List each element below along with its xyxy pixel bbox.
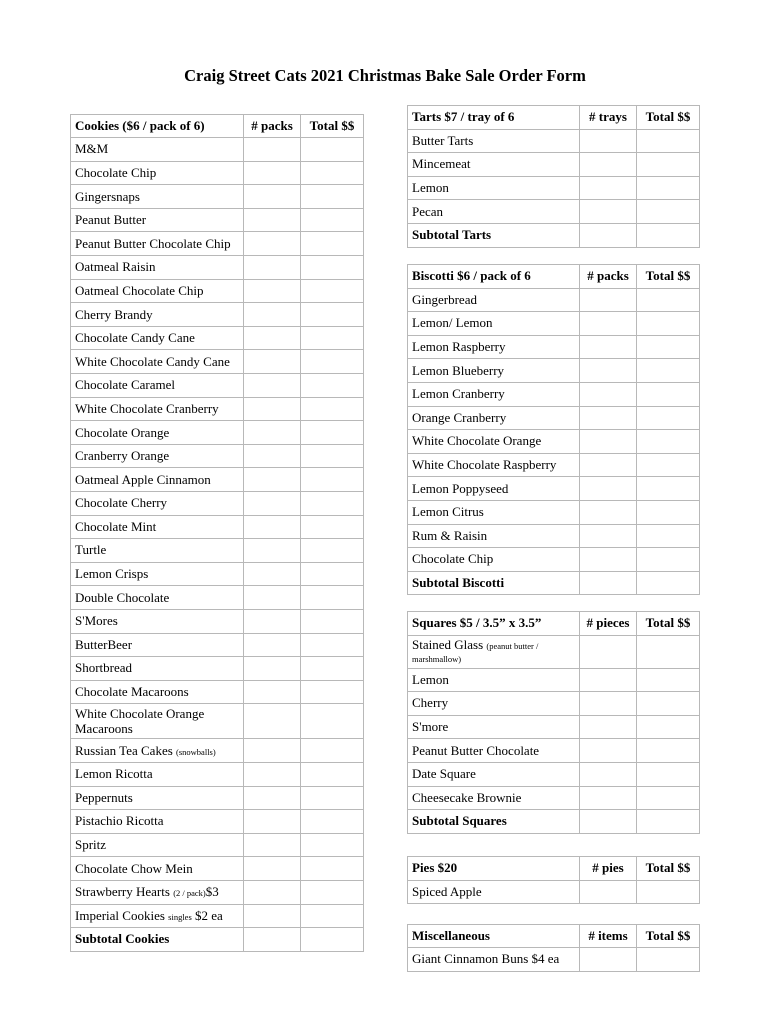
biscotti-item: Rum & Raisin <box>408 524 580 548</box>
total-cell[interactable] <box>637 288 700 312</box>
total-cell[interactable] <box>637 223 700 247</box>
biscotti-item: Chocolate Chip <box>408 548 580 572</box>
total-cell[interactable] <box>637 880 700 904</box>
table-row <box>71 539 364 563</box>
pies-total-header: Total $$ <box>637 857 700 881</box>
russian-tea-label: Russian Tea Cakes <box>75 742 173 758</box>
biscotti-item: Lemon Cranberry <box>408 382 580 406</box>
cookies-qty-header: # packs <box>244 114 301 138</box>
table-row <box>71 704 364 739</box>
table-row <box>71 350 364 374</box>
qty-cell[interactable] <box>244 762 301 786</box>
total-cell[interactable] <box>637 715 700 739</box>
qty-cell[interactable] <box>580 335 637 359</box>
qty-cell[interactable] <box>244 562 301 586</box>
qty-cell[interactable] <box>244 704 301 739</box>
cookie-item: Oatmeal Apple Cinnamon <box>71 468 244 492</box>
qty-cell[interactable] <box>580 200 637 224</box>
table-row <box>71 421 364 445</box>
total-cell[interactable] <box>637 762 700 786</box>
table-row <box>71 880 364 904</box>
table-row <box>71 739 364 763</box>
qty-cell[interactable] <box>580 430 637 454</box>
cookies-subtotal-label: Subtotal Cookies <box>71 928 244 952</box>
table-row <box>408 406 700 430</box>
total-cell[interactable] <box>637 176 700 200</box>
cookie-item: Lemon Ricotta <box>71 762 244 786</box>
qty-cell[interactable] <box>244 492 301 516</box>
tarts-qty-header: # trays <box>580 106 637 130</box>
total-cell[interactable] <box>301 633 364 657</box>
imperial-note: singles <box>168 911 192 922</box>
russian-tea-note: (snowballs) <box>176 746 216 757</box>
cookie-item: Chocolate Candy Cane <box>71 326 244 350</box>
qty-cell[interactable] <box>580 762 637 786</box>
total-cell[interactable] <box>637 739 700 763</box>
total-cell[interactable] <box>301 350 364 374</box>
total-cell[interactable] <box>301 303 364 327</box>
qty-cell[interactable] <box>244 515 301 539</box>
squares-qty-header: # pieces <box>580 612 637 636</box>
strawberry-price: $3 <box>205 884 219 900</box>
cookie-item: Double Chocolate <box>71 586 244 610</box>
square-item: Lemon <box>408 668 580 692</box>
qty-cell[interactable] <box>244 303 301 327</box>
squares-header: Squares $5 / 3.5” x 3.5” <box>408 612 580 636</box>
table-row <box>71 374 364 398</box>
total-cell[interactable] <box>301 680 364 704</box>
qty-cell[interactable] <box>244 786 301 810</box>
subtotal-row <box>408 810 700 834</box>
qty-cell[interactable] <box>244 880 301 904</box>
biscotti-item: White Chocolate Raspberry <box>408 453 580 477</box>
biscotti-item: Gingerbread <box>408 288 580 312</box>
biscotti-table <box>407 264 700 595</box>
qty-cell[interactable] <box>580 786 637 810</box>
misc-header: Miscellaneous <box>408 924 580 948</box>
qty-cell[interactable] <box>580 810 637 834</box>
qty-cell[interactable] <box>244 350 301 374</box>
cookie-item: Chocolate Caramel <box>71 374 244 398</box>
squares-total-header: Total $$ <box>637 612 700 636</box>
table-row <box>71 303 364 327</box>
cookie-item: Chocolate Cherry <box>71 492 244 516</box>
total-cell[interactable] <box>637 548 700 572</box>
cookie-item: ButterBeer <box>71 633 244 657</box>
square-item: Cheesecake Brownie <box>408 786 580 810</box>
cookie-item: White Chocolate Cranberry <box>71 397 244 421</box>
table-row <box>408 477 700 501</box>
qty-cell[interactable] <box>580 406 637 430</box>
cookie-item-russian-tea <box>71 739 244 763</box>
biscotti-qty-header: # packs <box>580 265 637 289</box>
cookie-item: Gingersnaps <box>71 185 244 209</box>
biscotti-subtotal-label: Subtotal Biscotti <box>408 571 580 595</box>
qty-cell[interactable] <box>244 609 301 633</box>
qty-cell[interactable] <box>580 500 637 524</box>
cookie-item: Peanut Butter <box>71 208 244 232</box>
qty-cell[interactable] <box>244 680 301 704</box>
tarts-table <box>407 105 700 248</box>
table-row <box>71 185 364 209</box>
total-cell[interactable] <box>301 256 364 280</box>
qty-cell[interactable] <box>580 153 637 177</box>
tarts-subtotal-label: Subtotal Tarts <box>408 223 580 247</box>
qty-cell[interactable] <box>580 739 637 763</box>
qty-cell[interactable] <box>244 739 301 763</box>
tarts-header: Tarts $7 / tray of 6 <box>408 106 580 130</box>
table-row <box>71 680 364 704</box>
cookie-item: White Chocolate Orange Macaroons <box>71 704 244 739</box>
total-cell[interactable] <box>301 562 364 586</box>
cookie-item: Pistachio Ricotta <box>71 810 244 834</box>
total-cell[interactable] <box>637 129 700 153</box>
tarts-total-header: Total $$ <box>637 106 700 130</box>
qty-cell[interactable] <box>580 635 637 668</box>
table-row <box>408 948 700 972</box>
cookie-item: Lemon Crisps <box>71 562 244 586</box>
table-row <box>408 129 700 153</box>
pies-header: Pies $20 <box>408 857 580 881</box>
subtotal-row <box>408 571 700 595</box>
table-row <box>71 657 364 681</box>
table-row <box>408 153 700 177</box>
table-row <box>71 468 364 492</box>
cookie-item: Chocolate Chow Mein <box>71 857 244 881</box>
square-item: Cherry <box>408 692 580 716</box>
table-row <box>71 326 364 350</box>
biscotti-header-row <box>408 265 700 289</box>
total-cell[interactable] <box>637 200 700 224</box>
pie-item: Spiced Apple <box>408 880 580 904</box>
qty-cell[interactable] <box>244 586 301 610</box>
cookie-item: Cherry Brandy <box>71 303 244 327</box>
table-row <box>71 256 364 280</box>
qty-cell[interactable] <box>244 326 301 350</box>
pies-header-row <box>408 857 700 881</box>
cookie-item: Chocolate Macaroons <box>71 680 244 704</box>
qty-cell[interactable] <box>244 444 301 468</box>
cookie-item: Shortbread <box>71 657 244 681</box>
misc-total-header: Total $$ <box>637 924 700 948</box>
squares-table <box>407 611 700 834</box>
tart-item: Butter Tarts <box>408 129 580 153</box>
table-row <box>71 515 364 539</box>
table-row <box>408 739 700 763</box>
total-cell[interactable] <box>301 539 364 563</box>
qty-cell[interactable] <box>244 904 301 928</box>
qty-cell[interactable] <box>580 571 637 595</box>
total-cell[interactable] <box>637 153 700 177</box>
total-cell[interactable] <box>301 904 364 928</box>
biscotti-item: Lemon Raspberry <box>408 335 580 359</box>
cookie-item: Cranberry Orange <box>71 444 244 468</box>
qty-cell[interactable] <box>580 453 637 477</box>
table-row <box>71 904 364 928</box>
total-cell[interactable] <box>637 312 700 336</box>
total-cell[interactable] <box>301 739 364 763</box>
qty-cell[interactable] <box>580 312 637 336</box>
qty-cell[interactable] <box>580 382 637 406</box>
qty-cell[interactable] <box>244 256 301 280</box>
total-cell[interactable] <box>301 185 364 209</box>
total-cell[interactable] <box>301 161 364 185</box>
misc-table <box>407 924 700 972</box>
cookie-item: Spritz <box>71 833 244 857</box>
table-row <box>71 562 364 586</box>
table-row <box>408 668 700 692</box>
total-cell[interactable] <box>301 762 364 786</box>
qty-cell[interactable] <box>580 129 637 153</box>
biscotti-item: Lemon Citrus <box>408 500 580 524</box>
square-item: S'more <box>408 715 580 739</box>
total-cell[interactable] <box>637 430 700 454</box>
cookie-item: Oatmeal Chocolate Chip <box>71 279 244 303</box>
total-cell[interactable] <box>637 453 700 477</box>
total-cell[interactable] <box>637 500 700 524</box>
table-row <box>408 430 700 454</box>
total-cell[interactable] <box>637 359 700 383</box>
total-cell[interactable] <box>301 208 364 232</box>
stained-glass-label: Stained Glass <box>412 636 484 652</box>
qty-cell[interactable] <box>244 857 301 881</box>
table-row <box>71 810 364 834</box>
qty-cell[interactable] <box>580 359 637 383</box>
qty-cell[interactable] <box>244 539 301 563</box>
qty-cell[interactable] <box>580 524 637 548</box>
table-row <box>71 586 364 610</box>
table-row <box>408 200 700 224</box>
qty-cell[interactable] <box>244 161 301 185</box>
total-cell[interactable] <box>301 468 364 492</box>
misc-qty-header: # items <box>580 924 637 948</box>
cookies-header-row <box>71 114 364 138</box>
imperial-price: $2 ea <box>195 907 223 923</box>
total-cell[interactable] <box>301 704 364 739</box>
pies-table <box>407 856 700 904</box>
cookie-item: Peanut Butter Chocolate Chip <box>71 232 244 256</box>
total-cell[interactable] <box>637 524 700 548</box>
total-cell[interactable] <box>637 335 700 359</box>
table-row <box>408 762 700 786</box>
table-row <box>408 453 700 477</box>
cookie-item: Peppernuts <box>71 786 244 810</box>
qty-cell[interactable] <box>580 288 637 312</box>
table-row <box>408 786 700 810</box>
biscotti-header: Biscotti $6 / pack of 6 <box>408 265 580 289</box>
table-row <box>71 208 364 232</box>
pies-qty-header: # pies <box>580 857 637 881</box>
total-cell[interactable] <box>637 810 700 834</box>
qty-cell[interactable] <box>244 833 301 857</box>
total-cell[interactable] <box>637 571 700 595</box>
total-cell[interactable] <box>301 786 364 810</box>
table-row <box>408 524 700 548</box>
qty-cell[interactable] <box>580 223 637 247</box>
cookie-item-strawberry <box>71 880 244 904</box>
table-row <box>408 692 700 716</box>
total-cell[interactable] <box>637 477 700 501</box>
table-row <box>71 232 364 256</box>
table-row <box>408 635 700 668</box>
squares-item-stained-glass <box>408 635 580 668</box>
stained-glass-note: (peanut butter / marshmallow) <box>412 640 539 664</box>
total-cell[interactable] <box>637 635 700 668</box>
total-cell[interactable] <box>301 279 364 303</box>
qty-cell[interactable] <box>580 948 637 972</box>
qty-cell[interactable] <box>244 208 301 232</box>
total-cell[interactable] <box>637 668 700 692</box>
table-row <box>408 288 700 312</box>
cookie-item: Chocolate Mint <box>71 515 244 539</box>
tart-item: Lemon <box>408 176 580 200</box>
total-cell[interactable] <box>637 692 700 716</box>
cookie-item: Chocolate Chip <box>71 161 244 185</box>
total-cell[interactable] <box>301 880 364 904</box>
cookies-table <box>70 114 364 952</box>
table-row <box>408 312 700 336</box>
qty-cell[interactable] <box>244 633 301 657</box>
imperial-label: Imperial Cookies <box>75 907 165 923</box>
table-row <box>71 279 364 303</box>
squares-subtotal-label: Subtotal Squares <box>408 810 580 834</box>
table-row <box>408 382 700 406</box>
qty-cell[interactable] <box>244 928 301 952</box>
table-row <box>408 176 700 200</box>
misc-header-row <box>408 924 700 948</box>
table-row <box>71 444 364 468</box>
cookie-item: M&M <box>71 138 244 162</box>
total-cell[interactable] <box>301 444 364 468</box>
qty-cell[interactable] <box>580 548 637 572</box>
table-row <box>71 833 364 857</box>
total-cell[interactable] <box>301 609 364 633</box>
qty-cell[interactable] <box>244 374 301 398</box>
biscotti-item: Orange Cranberry <box>408 406 580 430</box>
table-row <box>408 500 700 524</box>
tart-item: Pecan <box>408 200 580 224</box>
strawberry-note: (2 / pack) <box>173 888 206 899</box>
square-item: Peanut Butter Chocolate <box>408 739 580 763</box>
biscotti-total-header: Total $$ <box>637 265 700 289</box>
table-row <box>71 633 364 657</box>
biscotti-item: Lemon Blueberry <box>408 359 580 383</box>
strawberry-label: Strawberry Hearts <box>75 884 170 900</box>
table-row <box>71 857 364 881</box>
qty-cell[interactable] <box>244 421 301 445</box>
subtotal-row <box>408 223 700 247</box>
total-cell[interactable] <box>301 586 364 610</box>
qty-cell[interactable] <box>244 279 301 303</box>
qty-cell[interactable] <box>244 138 301 162</box>
total-cell[interactable] <box>301 397 364 421</box>
total-cell[interactable] <box>301 657 364 681</box>
cookie-item: White Chocolate Candy Cane <box>71 350 244 374</box>
tart-item: Mincemeat <box>408 153 580 177</box>
tarts-header-row <box>408 106 700 130</box>
qty-cell[interactable] <box>244 657 301 681</box>
cookies-total-header: Total $$ <box>301 114 364 138</box>
cookie-item: Chocolate Orange <box>71 421 244 445</box>
qty-cell[interactable] <box>244 397 301 421</box>
squares-header-row <box>408 612 700 636</box>
misc-item: Giant Cinnamon Buns $4 ea <box>408 948 580 972</box>
table-row <box>71 786 364 810</box>
total-cell[interactable] <box>301 421 364 445</box>
total-cell[interactable] <box>301 810 364 834</box>
cookie-item: S'Mores <box>71 609 244 633</box>
qty-cell[interactable] <box>244 468 301 492</box>
table-row <box>71 397 364 421</box>
table-row <box>71 138 364 162</box>
qty-cell[interactable] <box>580 176 637 200</box>
qty-cell[interactable] <box>580 477 637 501</box>
total-cell[interactable] <box>301 857 364 881</box>
total-cell[interactable] <box>637 406 700 430</box>
subtotal-row <box>71 928 364 952</box>
total-cell[interactable] <box>637 786 700 810</box>
qty-cell[interactable] <box>244 232 301 256</box>
total-cell[interactable] <box>301 928 364 952</box>
total-cell[interactable] <box>301 492 364 516</box>
table-row <box>71 492 364 516</box>
qty-cell[interactable] <box>244 810 301 834</box>
cookie-item-imperial <box>71 904 244 928</box>
qty-cell[interactable] <box>244 185 301 209</box>
total-cell[interactable] <box>637 382 700 406</box>
total-cell[interactable] <box>301 374 364 398</box>
cookie-item: Turtle <box>71 539 244 563</box>
total-cell[interactable] <box>301 326 364 350</box>
table-row <box>71 609 364 633</box>
table-row <box>71 161 364 185</box>
table-row <box>408 548 700 572</box>
total-cell[interactable] <box>301 833 364 857</box>
biscotti-item: Lemon Poppyseed <box>408 477 580 501</box>
form-title: Craig Street Cats 2021 Christmas Bake Sale Order Form <box>184 66 586 85</box>
biscotti-item: Lemon/ Lemon <box>408 312 580 336</box>
cookies-header: Cookies ($6 / pack of 6) <box>71 114 244 138</box>
qty-cell[interactable] <box>580 668 637 692</box>
table-row <box>408 335 700 359</box>
total-cell[interactable] <box>637 948 700 972</box>
table-row <box>408 880 700 904</box>
total-cell[interactable] <box>301 515 364 539</box>
cookie-item: Oatmeal Raisin <box>71 256 244 280</box>
table-row <box>408 715 700 739</box>
total-cell[interactable] <box>301 232 364 256</box>
table-row <box>408 359 700 383</box>
qty-cell[interactable] <box>580 692 637 716</box>
qty-cell[interactable] <box>580 715 637 739</box>
biscotti-item: White Chocolate Orange <box>408 430 580 454</box>
qty-cell[interactable] <box>580 880 637 904</box>
table-row <box>71 762 364 786</box>
square-item: Date Square <box>408 762 580 786</box>
total-cell[interactable] <box>301 138 364 162</box>
